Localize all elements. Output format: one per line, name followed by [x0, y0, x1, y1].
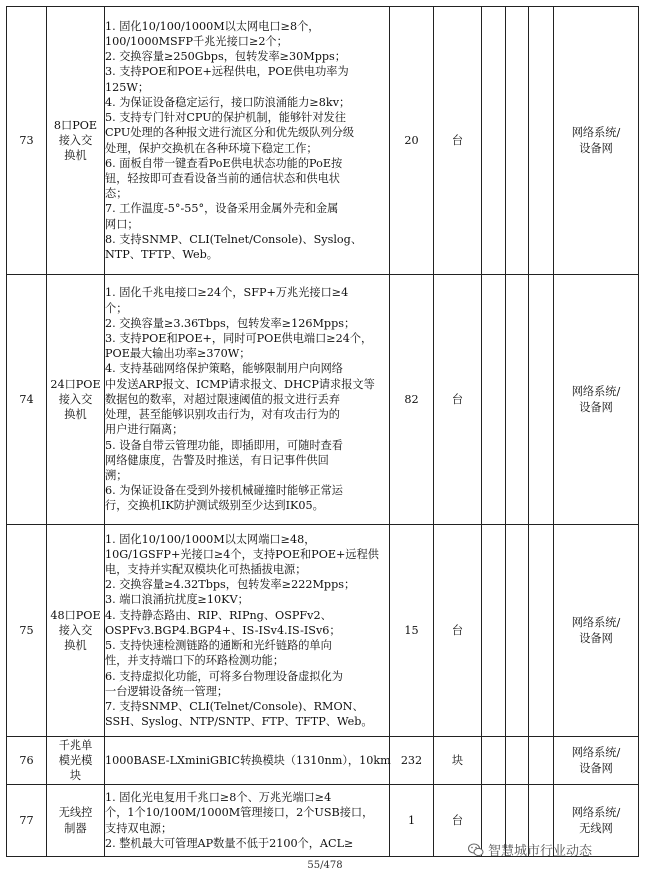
- watermark: [468, 840, 592, 859]
- item-name-line: 换机: [64, 408, 87, 422]
- item-requirements-line: 10G/1GSFP+光接口≥4个，支持POE和POE+远程供: [105, 547, 379, 561]
- item-name-line: 24口POE: [50, 377, 101, 391]
- empty-cell: [506, 737, 529, 785]
- item-requirements-line: 电，支持并实配双模块化可热插拔电源；: [105, 563, 307, 577]
- empty-cell: [529, 275, 554, 525]
- item-name: [47, 737, 105, 785]
- item-requirements-line: 中发送ARP报文、ICMP请求报文、DHCP请求报文等: [105, 377, 375, 391]
- item-requirements-line: 1000BASE-LXminiGBIC转换模块（1310nm），10km: [105, 753, 391, 767]
- item-requirements-line: 4. 为保证设备稳定运行，接口防浪涌能力≥8kv；: [105, 95, 351, 109]
- item-category-line: 无线网: [579, 821, 613, 835]
- item-category-line: 网络系统/: [571, 746, 621, 760]
- item-requirements-line: 3. 支持POE和POE+远程供电，POE供电功率为: [105, 65, 349, 79]
- item-requirements: [105, 7, 390, 275]
- page-number: 55/478: [307, 860, 343, 871]
- item-requirements-line: 2. 交换容量≥4.32Tbps，包转发率≥222Mpps；: [105, 578, 356, 592]
- item-category-line: 设备网: [579, 631, 613, 645]
- empty-cell: [482, 737, 506, 785]
- empty-cell: [529, 7, 554, 275]
- item-requirements-line: 支持双电源；: [105, 821, 173, 835]
- item-requirements-line: 2. 交换容量≥3.36Tbps，包转发率≥126Mpps；: [105, 316, 356, 330]
- item-category: [554, 275, 639, 525]
- item-quantity: 15: [390, 525, 434, 737]
- table-row: [7, 275, 639, 525]
- item-quantity: 232: [390, 737, 434, 785]
- item-requirements-line: 网口；: [105, 217, 139, 231]
- empty-cell: [506, 7, 529, 275]
- item-name-line: 接入交: [58, 392, 93, 406]
- item-category-line: 设备网: [579, 400, 613, 414]
- table-row: [7, 7, 639, 275]
- item-requirements-line: 钮，轻按即可查看设备当前的通信状态和供电状: [105, 171, 340, 185]
- item-requirements-line: 6. 支持虚拟化功能，可将多台物理设备虚拟化为: [105, 669, 343, 683]
- item-requirements-line: 2. 整机最大可管理AP数量不低于2100个，ACL≥: [105, 836, 354, 850]
- item-requirements-line: 性，并支持端口下的环路检测功能；: [105, 654, 285, 668]
- item-quantity: 20: [390, 7, 434, 275]
- item-unit: 台: [434, 7, 482, 275]
- item-requirements-line: 8. 支持SNMP、CLI(Telnet/Console)、Syslog、: [105, 232, 363, 246]
- empty-cell: [529, 737, 554, 785]
- item-quantity: 82: [390, 275, 434, 525]
- item-name-line: 换机: [64, 149, 87, 163]
- item-category: [554, 737, 639, 785]
- item-name-line: 换机: [64, 639, 87, 653]
- item-number: 73: [7, 7, 47, 275]
- item-requirements-line: 个，1个10/100M/1000M管理接口，2个USB接口，: [105, 806, 374, 820]
- item-name-line: 8口POE: [53, 118, 98, 132]
- item-requirements-line: 4. 支持静态路由、RIP、RIPng、OSPFv2、: [105, 608, 332, 622]
- item-requirements-line: NTP、TFTP、Web。: [105, 247, 218, 261]
- item-name-line: 48口POE: [50, 608, 101, 622]
- item-number: 77: [7, 785, 47, 857]
- item-requirements-line: POE最大输出功率≥370W；: [105, 347, 251, 361]
- item-requirements-line: 7. 工作温度-5°-55°，设备采用金属外壳和金属: [105, 202, 339, 216]
- item-number: 74: [7, 275, 47, 525]
- item-category-line: 设备网: [579, 761, 613, 775]
- item-requirements-line: SSH、Syslog、NTP/SNTP、FTP、TFTP、Web。: [105, 715, 373, 729]
- item-requirements-line: 处理，甚至能够识别攻击行为，对有攻击行为的: [105, 408, 340, 422]
- item-unit: 台: [434, 785, 482, 857]
- item-number: 76: [7, 737, 47, 785]
- item-requirements-line: 用户进行隔离；: [105, 423, 184, 437]
- item-requirements-line: 1. 固化光电复用千兆口≥8个、万兆光端口≥4: [105, 791, 332, 805]
- item-category-line: 网络系统/: [571, 126, 621, 140]
- table-row: [7, 737, 639, 785]
- empty-cell: [506, 275, 529, 525]
- item-requirements-line: 5. 设备自带云管理功能，即插即用，可随时查看: [105, 438, 343, 452]
- table-row: [7, 525, 639, 737]
- item-quantity: 1: [390, 785, 434, 857]
- item-requirements-line: 3. 支持POE和POE+，同时可POE供电端口≥24个，: [105, 332, 373, 346]
- item-requirements: [105, 525, 390, 737]
- item-requirements-line: 5. 支持快速检测链路的通断和光纤链路的单向: [105, 639, 332, 653]
- procurement-spec-table: [6, 6, 639, 857]
- item-requirements-line: 数据包的数率，对超过限速阈值的报文进行丢弃: [105, 392, 340, 406]
- item-requirements-line: 态；: [105, 187, 128, 201]
- item-requirements-line: 3. 端口浪涌抗扰度≥10KV；: [105, 593, 249, 607]
- item-name-line: 无线控: [58, 806, 93, 820]
- item-requirements: [105, 275, 390, 525]
- item-category-line: 网络系统/: [571, 806, 621, 820]
- item-requirements-line: 4. 支持基础网络保护策略，能够限制用户向网络: [105, 362, 343, 376]
- item-requirements-line: 6. 面板自带一键查看PoE供电状态功能的PoE按: [105, 156, 343, 170]
- watermark-text: 智慧城市行业动态: [488, 844, 593, 859]
- item-requirements: [105, 785, 390, 857]
- item-requirements-line: 个；: [105, 301, 128, 315]
- item-name-line: 接入交: [58, 133, 93, 147]
- item-name: [47, 525, 105, 737]
- item-name: [47, 785, 105, 857]
- empty-cell: [529, 525, 554, 737]
- item-category-line: 设备网: [579, 141, 613, 155]
- item-category-line: 网络系统/: [571, 385, 621, 399]
- item-name-line: 接入交: [58, 623, 93, 637]
- item-category: [554, 7, 639, 275]
- item-requirements-line: CPU处理的各种报文进行流区分和优先级队列分级: [105, 126, 355, 140]
- item-name-line: 千兆单: [58, 738, 93, 752]
- item-requirements-line: 溯；: [105, 468, 128, 482]
- item-name-line: 模光模: [58, 753, 93, 767]
- item-requirements-line: 1. 固化10/100/1000M以太网电口≥8个，: [105, 19, 320, 33]
- item-requirements-line: 1. 固化10/100/1000M以太网端口≥48，: [105, 532, 316, 546]
- item-requirements-line: 行，交换机IK防护测试级别至少达到IK05。: [105, 499, 324, 513]
- item-name: [47, 7, 105, 275]
- item-requirements-line: 处理，保护交换机在各种环境下稳定工作；: [105, 141, 318, 155]
- item-unit: 台: [434, 275, 482, 525]
- item-requirements-line: 1. 固化千兆电接口≥24个，SFP+万兆光接口≥4: [105, 286, 349, 300]
- item-requirements-line: 125W；: [105, 80, 150, 94]
- empty-cell: [482, 7, 506, 275]
- item-unit: 台: [434, 525, 482, 737]
- item-category: [554, 525, 639, 737]
- item-requirements-line: 5. 支持专门针对CPU的保护机制，能够针对发往: [105, 111, 346, 125]
- item-requirements-line: 2. 交换容量≥250Gbps，包转发率≥30Mpps；: [105, 50, 346, 64]
- item-name-line: 块: [69, 769, 82, 783]
- item-name-line: 制器: [64, 821, 87, 835]
- item-unit: 块: [434, 737, 482, 785]
- empty-cell: [506, 525, 529, 737]
- item-requirements-line: 6. 为保证设备在受到外接机械碰撞时能够正常运: [105, 484, 343, 498]
- empty-cell: [482, 275, 506, 525]
- wechat-icon: [468, 843, 484, 857]
- item-requirements: [105, 737, 390, 785]
- item-requirements-line: OSPFv3.BGP4.BGP4+、IS-ISv4.IS-ISv6；: [105, 623, 341, 637]
- item-number: 75: [7, 525, 47, 737]
- item-requirements-line: 7. 支持SNMP、CLI(Telnet/Console)、RMON、: [105, 699, 364, 713]
- item-requirements-line: 100/1000MSFP千兆光接口≥2个；: [105, 35, 288, 49]
- empty-cell: [482, 525, 506, 737]
- item-requirements-line: 一台逻辑设备统一管理；: [105, 684, 229, 698]
- item-category-line: 网络系统/: [571, 616, 621, 630]
- item-requirements-line: 网络健康度，告警及时推送，有日记事件供回: [105, 453, 329, 467]
- item-name: [47, 275, 105, 525]
